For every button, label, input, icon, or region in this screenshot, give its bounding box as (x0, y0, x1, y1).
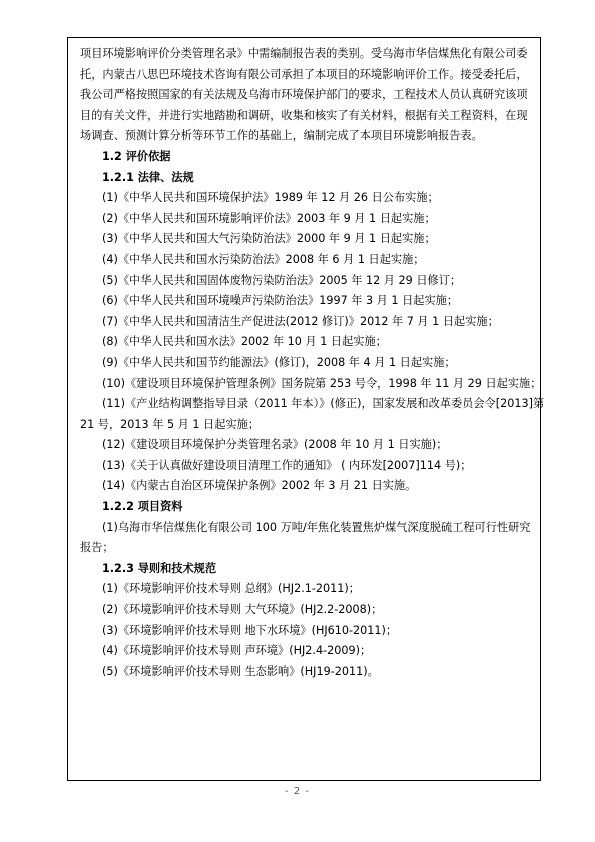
intro-line: 项目环境影响评价分类管理名录》中需编制报告表的类别。受乌海市华信煤焦化有限公司委 (80, 47, 528, 60)
list-item: (12)《建设项目环境保护分类管理名录》(2008 年 10 月 1 日实施)； (102, 438, 448, 452)
section-heading-1-2: 1.2 评价依据 (102, 149, 171, 163)
list-item-continuation: 21 号，2013 年 5 月 1 日起实施； (80, 417, 259, 431)
guidelines-list (80, 579, 538, 682)
list-item: (9)《中华人民共和国节约能源法》(修订)，2008 年 4 月 1 日起实施； (102, 355, 456, 369)
list-item: (1)《中华人民共和国环境保护法》1989 年 12 月 26 日公布实施； (102, 191, 439, 205)
intro-line: 托，内蒙古八思巴环境技术咨询有限公司承担了本项目的环境影响评价工作。接受委托后， (80, 67, 528, 81)
intro-line: 目的有关文件，并进行实地踏勘和调研，收集和核实了有关材料，根据有关工程资料，在现 (80, 108, 528, 122)
list-item: (2)《环境影响评价技术导则 大气环境》(HJ2.2-2008)； (102, 603, 383, 617)
list-item: (3)《中华人民共和国大气污染防治法》2000 年 9 月 1 日起实施； (102, 232, 436, 246)
document-body (80, 44, 545, 682)
section-heading-1-2-3: 1.2.3 导则和技术规范 (102, 561, 217, 575)
page-number: - 2 - (285, 786, 310, 797)
project-docs-list (80, 518, 538, 559)
list-item: (14)《内蒙古自治区环境保护条例》2002 年 3 月 21 日实施。 (102, 479, 417, 493)
intro-line: 场调查、预测计算分析等环节工作的基础上，编制完成了本项目环境影响报告表。 (80, 129, 483, 143)
list-item: (11)《产业结构调整指导目录（2011 年本）》(修正)，国家发展和改革委员会令[2013]第 (102, 397, 545, 411)
list-item: (7)《中华人民共和国清洁生产促进法(2012 修订)》2012 年 7 月 1 日起实施； (102, 314, 499, 328)
laws-list (80, 188, 545, 497)
list-item: (1)乌海市华信煤焦化有限公司 100 万吨/年焦化装置焦炉煤气深度脱硫工程可行性研究 (102, 520, 531, 534)
list-item-continuation: 报告； (80, 541, 114, 555)
list-item: (3)《环境影响评价技术导则 地下水环境》(HJ610-2011)； (102, 623, 398, 637)
list-item: (5)《中华人民共和国固体废物污染防治法》2005 年 12 月 29 日修订； (102, 273, 462, 287)
list-item: (5)《环境影响评价技术导则 生态影响》(HJ19-2011)。 (102, 664, 379, 678)
list-item: (8)《中华人民共和国水法》2002 年 10 月 1 日起实施； (102, 335, 387, 349)
list-item: (6)《中华人民共和国环境噪声污染防治法》1997 年 3 月 1 日起实施； (102, 294, 459, 308)
list-item: (1)《环境影响评价技术导则 总纲》(HJ2.1-2011)； (102, 582, 360, 596)
list-item: (10)《建设项目环境保护管理条例》国务院第 253 号令，1998 年 11 月 29 日起实施； (102, 376, 542, 390)
list-item: (4)《中华人民共和国水污染防治法》2008 年 6 月 1 日起实施； (102, 252, 425, 266)
intro-paragraph (80, 44, 538, 147)
list-item: (2)《中华人民共和国环境影响评价法》2003 年 9 月 1 日起实施； (102, 211, 436, 225)
section-heading-1-2-2: 1.2.2 项目资料 (102, 500, 183, 514)
intro-line: 我公司严格按照国家的有关法规及乌海市环境保护部门的要求，工程技术人员认真研究该项 (80, 88, 528, 102)
section-heading-1-2-1: 1.2.1 法律、法规 (102, 170, 194, 184)
list-item: (13)《关于认真做好建设项目清理工作的通知》 ( 内环发[2007]114 号)； (102, 458, 472, 472)
list-item: (4)《环境影响评价技术导则 声环境》(HJ2.4-2009)； (102, 644, 372, 658)
